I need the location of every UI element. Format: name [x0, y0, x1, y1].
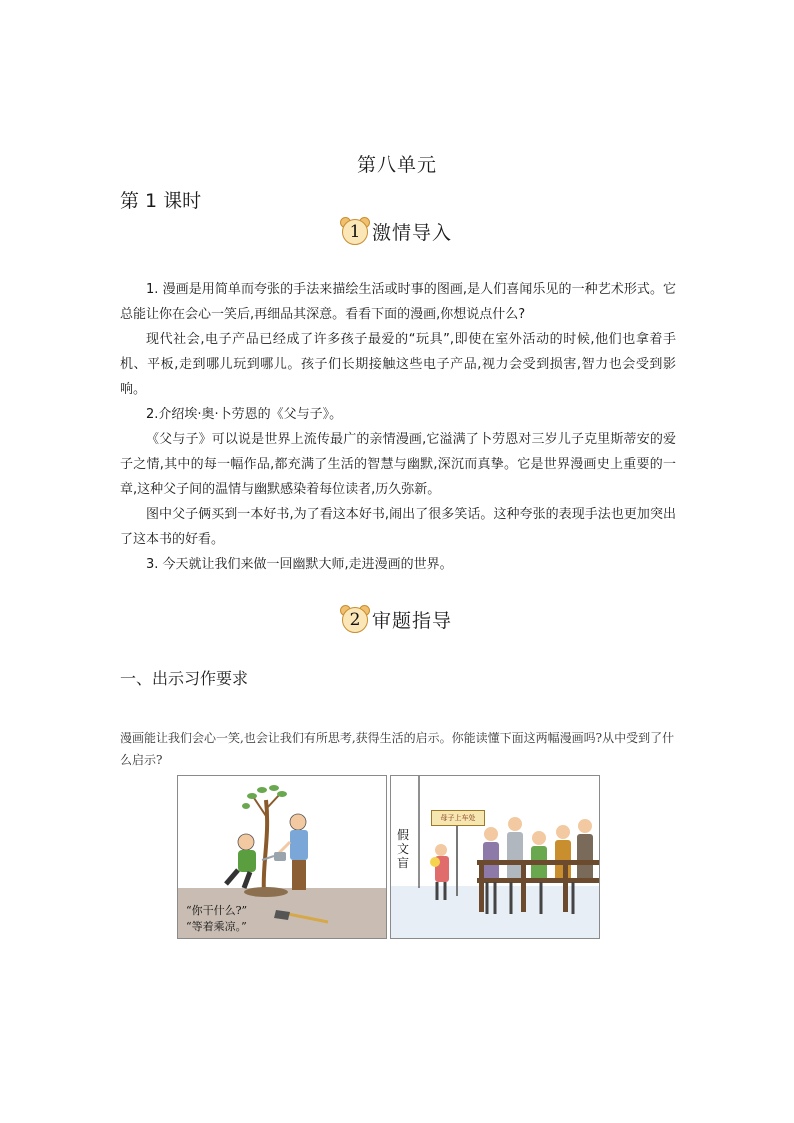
section-title: 审题指导: [371, 610, 452, 632]
paragraph: 2.介绍埃·奥·卜劳恩的《父与子》。: [146, 407, 343, 422]
task-text: 漫画能让我们会心一笑,也会让我们有所思考,获得生活的启示。你能读懂下面这两幅漫画吗?从中受到了什么启示?: [120, 731, 675, 767]
comic-queue-illustration: [391, 776, 599, 938]
comic-caption-line: “你干什么?”: [186, 904, 248, 917]
comic-panel-queue: [390, 775, 600, 939]
paragraph: 图中父子俩买到一本好书,为了看这本好书,闹出了很多笑话。这种夸张的表现手法也更加突出了这本书的好看。: [120, 507, 676, 547]
body-text: [120, 277, 676, 577]
number-badge-icon: 2: [342, 607, 368, 633]
paragraph: 《父与子》可以说是世界上流传最广的亲情漫画,它溢满了卜劳恩对三岁儿子克里斯蒂安的爱子之情,其中的每一幅作品,都充满了生活的智慧与幽默,深沉而真挚。它是世界漫画史上重要的一章,这种父子间的温情与幽默感染着每位读者,历久弥新。: [120, 432, 676, 497]
paragraph: 3. 今天就让我们来做一回幽默大师,走进漫画的世界。: [146, 557, 453, 572]
number-badge-icon: 1: [342, 219, 368, 245]
unit-title: 第八单元: [356, 154, 437, 176]
comic-vertical-sign: 假文盲: [397, 828, 410, 870]
paragraph: 现代社会,电子产品已经成了许多孩子最爱的“玩具”,即使在室外活动的时候,他们也拿着手机、平板,走到哪儿玩到哪儿。孩子们长期接触这些电子产品,视力会受到损害,智力也会受到影响。: [120, 332, 676, 397]
comic-caption-line: “等着乘凉。”: [186, 920, 247, 933]
paragraph: 1. 漫画是用简单而夸张的手法来描绘生活或时事的图画,是人们喜闻乐见的一种艺术形式。它总能让你在会心一笑后,再细品其深意。看看下面的漫画,你想说点什么?: [120, 282, 676, 322]
section-heading-guide: [0, 606, 794, 633]
section-title: 激情导入: [371, 222, 452, 244]
comic-panel-tree: [177, 775, 387, 939]
section-heading-intro: [0, 218, 794, 245]
lesson-title: 第 1 课时: [120, 190, 202, 212]
comic-shop-sign: 母子上车处: [431, 810, 485, 826]
part-title: 一、出示习作要求: [120, 669, 249, 688]
